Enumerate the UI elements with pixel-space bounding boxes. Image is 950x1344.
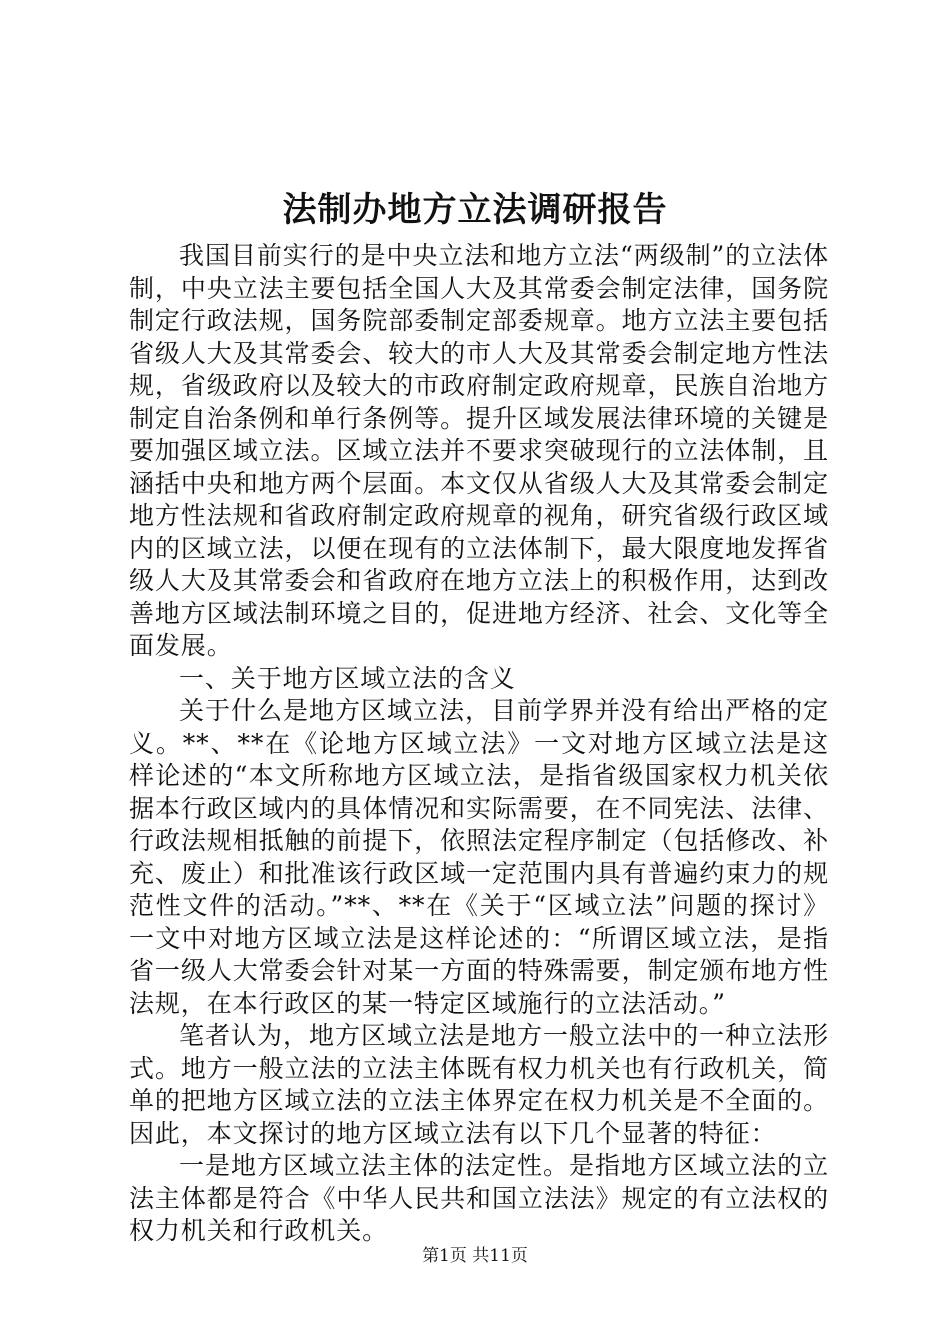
paragraph-intro: 我国目前实行的是中央立法和地方立法“两级制”的立法体制，中央立法主要包括全国人大及其常委会制定法律，国务院制定行政法规，国务院部委制定部委规章。地方立法主要包括省级人大及其常委会、较大的市人大及其常委会制定地方性法规，省级政府以及较大的市政府制定政府规章，民族自治地方制定自治条例和单行条例等。提升区域发展法律环境的关键是要加强区域立法。区域立法并不要求突破现行的立法体制，且涵括中央和地方两个层面。本文仅从省级人大及其常委会制定地方性法规和省政府制定政府规章的视角，研究省级行政区域内的区域立法，以便在现有的立法体制下，最大限度地发挥省级人大及其常委会和省政府在地方立法上的积极作用，达到改善地方区域法制环境之目的，促进地方经济、社会、文化等全面发展。 — [129, 241, 829, 660]
paragraph-feature-1: 一是地方区域立法主体的法定性。是指地方区域立法的立法主体都是符合《中华人民共和国立法法》规定的有立法权的权力机关和行政机关。 — [129, 1151, 829, 1245]
paragraph-author-view: 笔者认为，地方区域立法是地方一般立法中的一种立法形式。地方一般立法的立法主体既有权力机关也有行政机关，简单的把地方区域立法的立法主体界定在权力机关是不全面的。因此，本文探讨的地方区域立法有以下几个显著的特征： — [129, 1021, 829, 1148]
page-number: 第1页 共11页 — [422, 1246, 528, 1266]
document-title: 法制办地方立法调研报告 — [282, 190, 668, 230]
document-body — [129, 240, 829, 1248]
section-heading-1: 一、关于地方区域立法的含义 — [179, 663, 516, 693]
paragraph-definition: 关于什么是地方区域立法，目前学界并没有给出严格的定义。**、**在《论地方区域立法》一文对地方区域立法是这样论述的“本文所称地方区域立法，是指省级国家权力机关依据本行政区域内的具体情况和实际需要，在不同宪法、法律、行政法规相抵触的前提下，依照法定程序制定（包括修改、补充、废止）和批准该行政区域一定范围内具有普遍约束力的规范性文件的活动。”**、**在《关于“区域立法”问题的探讨》一文中对地方区域立法是这样论述的：“所谓区域立法，是指省一级人大常委会针对某一方面的特殊需要，制定颁布地方性法规，在本行政区的某一特定区域施行的立法活动。” — [129, 696, 829, 1018]
